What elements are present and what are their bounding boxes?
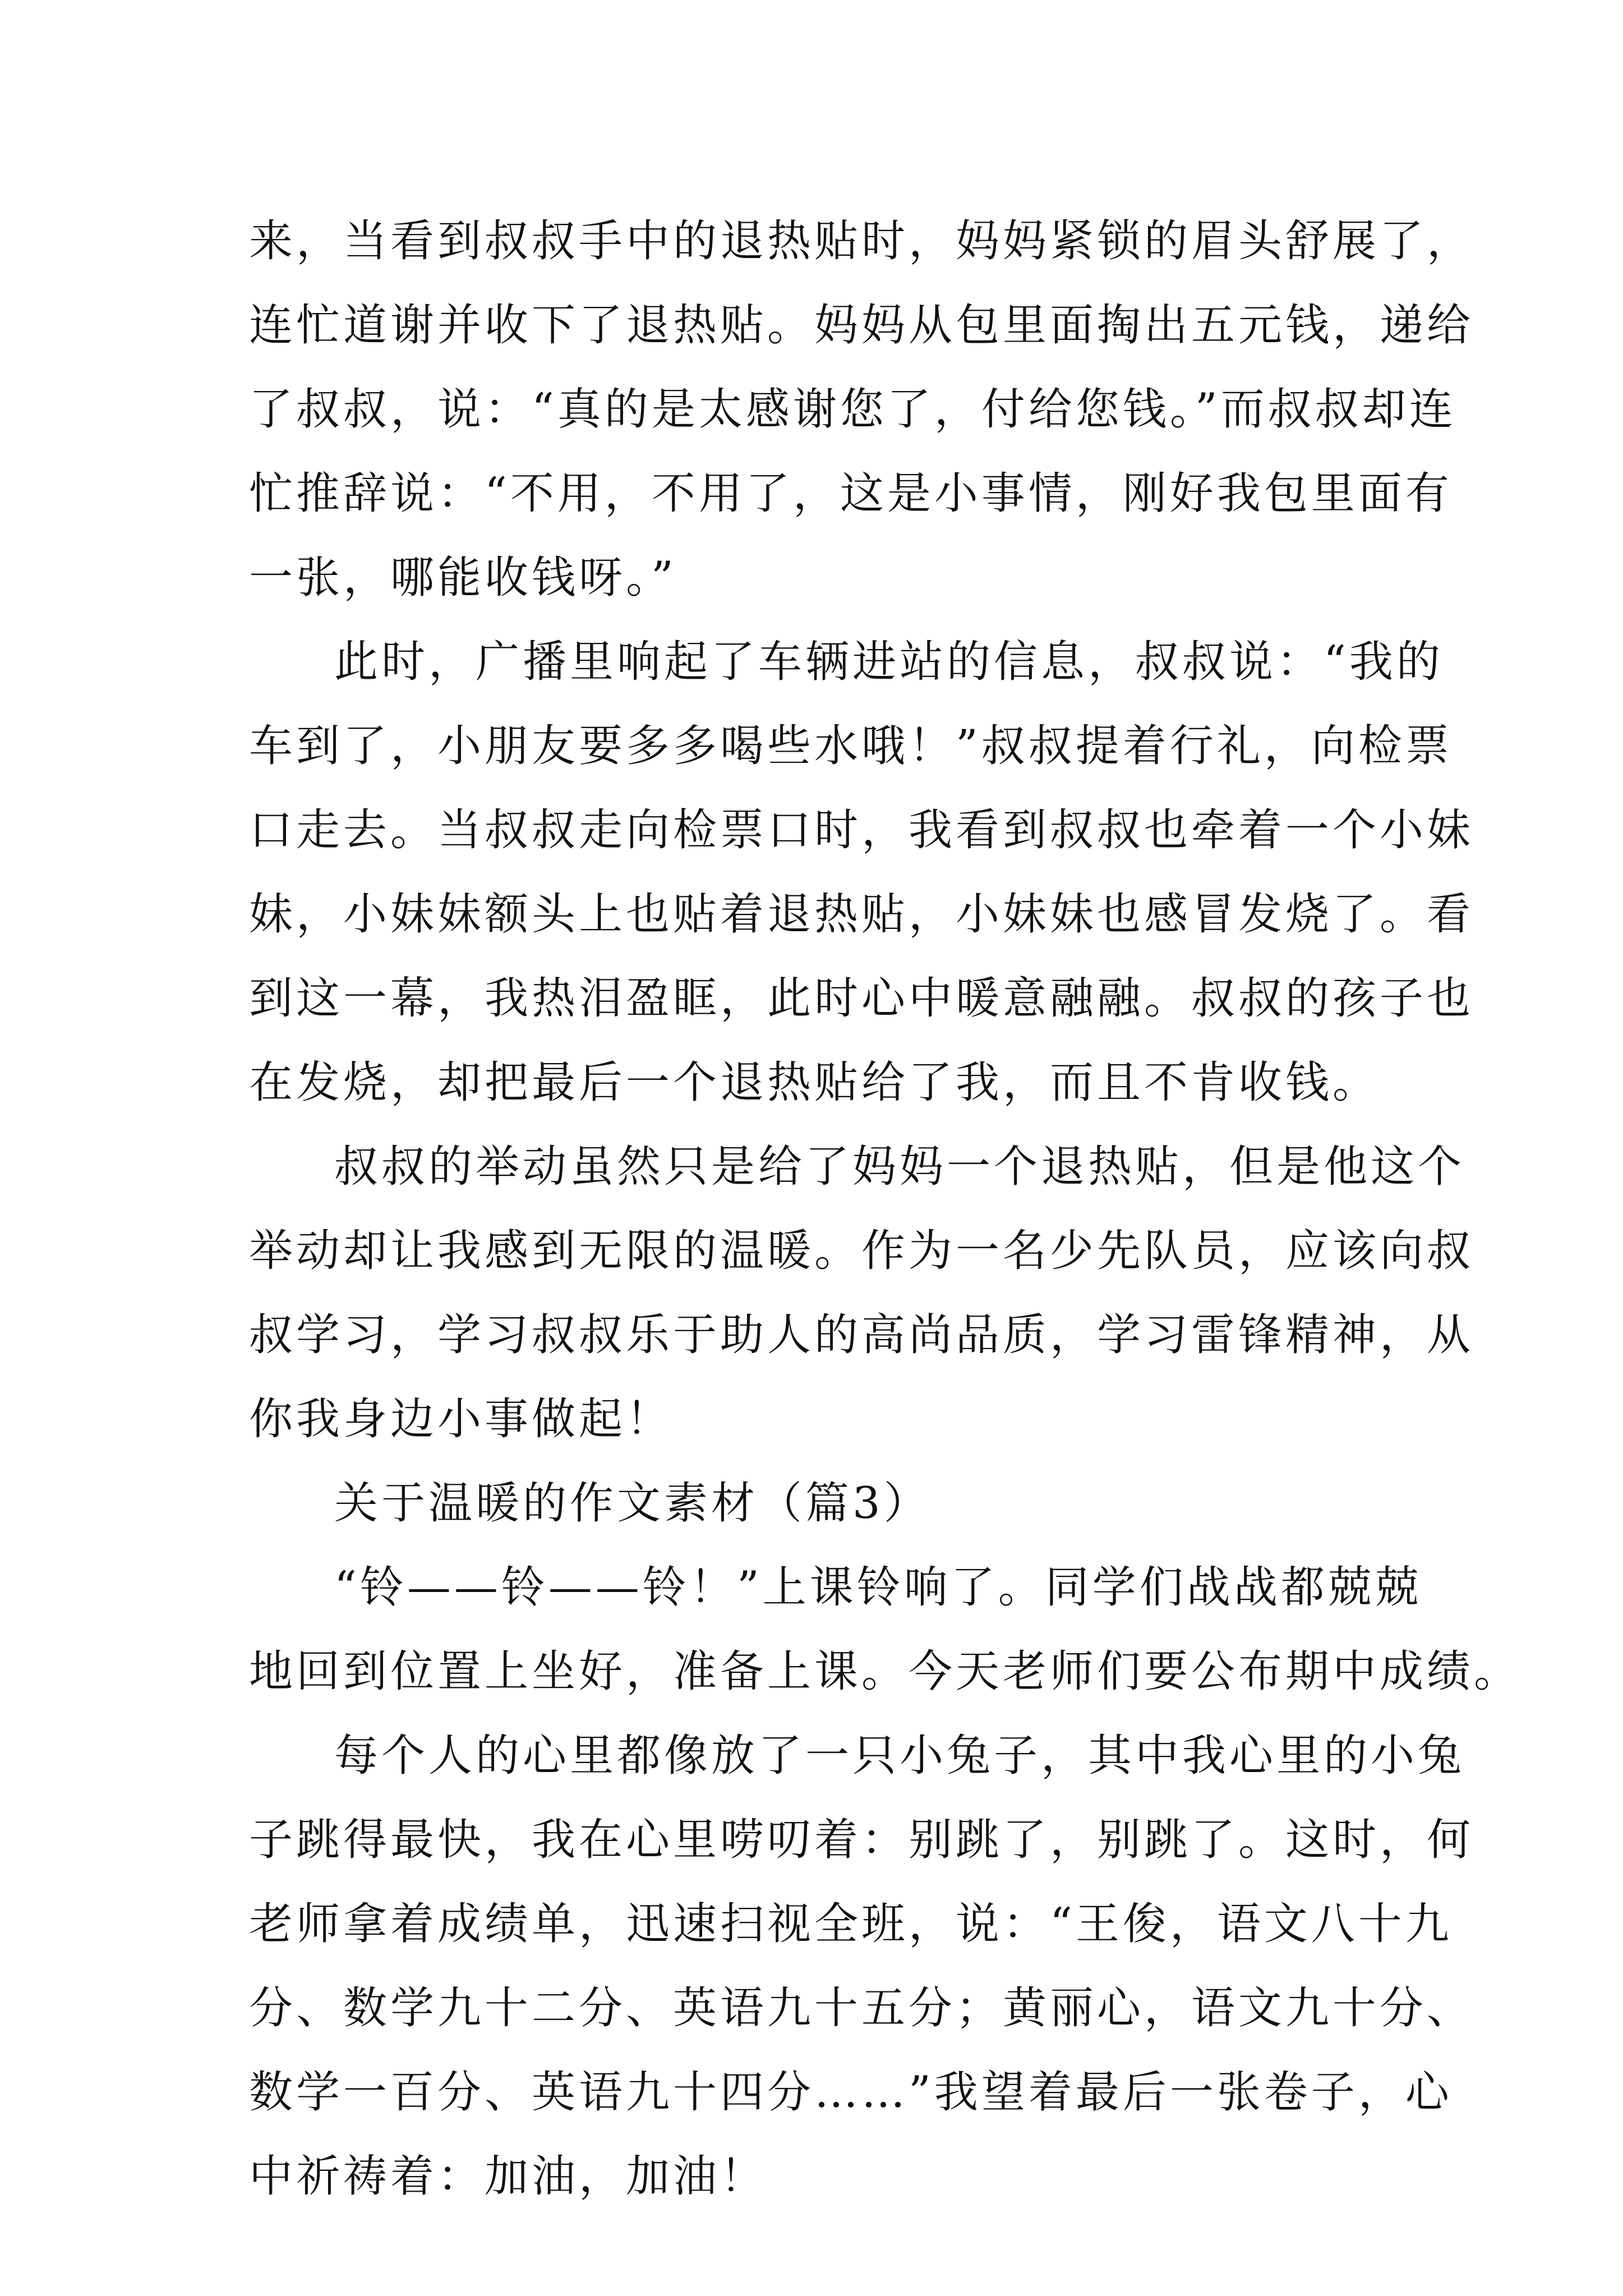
text-line: 车到了，小朋友要多多喝些水哦！”叔叔提着行礼，向检票 (249, 721, 1453, 771)
essay-text (249, 199, 1521, 2219)
text-line: 老师拿着成绩单，迅速扫视全班，说：“王俊，语文八十九 (249, 1899, 1453, 1949)
text-line: 叔学习，学习叔叔乐于助人的高尚品质，学习雷锋精神，从 (249, 1310, 1474, 1360)
text-line: 此时，广播里响起了车辆进站的信息，叔叔说：“我的 (334, 637, 1444, 687)
text-line: 口走去。当叔叔走向检票口时，我看到叔叔也牵着一个小妹 (249, 805, 1474, 855)
text-line: 你我身边小事做起！ (249, 1394, 674, 1444)
text-line: 忙推辞说：“不用，不用了，这是小事情，刚好我包里面有 (249, 468, 1453, 519)
text-line: 妹，小妹妹额头上也贴着退热贴，小妹妹也感冒发烧了。看 (249, 889, 1474, 940)
text-line: 了叔叔，说：“真的是太感谢您了，付给您钱。”而叔叔却连 (249, 384, 1456, 435)
text-line: 在发烧，却把最后一个退热贴给了我，而且不肯收钱。 (249, 1057, 1380, 1108)
text-line: 一张，哪能收钱呀。” (249, 553, 677, 603)
text-line: 叔叔的举动虽然只是给了妈妈一个退热贴，但是他这个 (334, 1142, 1465, 1192)
text-line: 来，当看到叔叔手中的退热贴时，妈妈紧锁的眉头舒展了， (249, 216, 1474, 266)
text-line: 中祈祷着：加油，加油！ (249, 2151, 768, 2202)
text-line: 到这一幕，我热泪盈眶，此时心中暖意融融。叔叔的孩子也 (249, 973, 1474, 1024)
text-line: 连忙道谢并收下了退热贴。妈妈从包里面掏出五元钱，递给 (249, 300, 1474, 351)
text-line: 举动却让我感到无限的温暖。作为一名少先队员，应该向叔 (249, 1226, 1474, 1276)
text-line: 关于温暖的作文素材（篇3） (334, 1478, 931, 1529)
text-line: 每个人的心里都像放了一只小兔子，其中我心里的小兔 (334, 1731, 1465, 1781)
text-line: 数学一百分、英语九十四分……”我望着最后一张卷子，心 (249, 2067, 1453, 2118)
text-line: “铃——铃——铃！”上课铃响了。同学们战战都兢兢 (334, 1562, 1422, 1613)
text-line: 地回到位置上坐好，准备上课。今天老师们要公布期中成绩。 (249, 1646, 1521, 1697)
text-line: 分、数学九十二分、英语九十五分；黄丽心，语文九十分、 (249, 1983, 1474, 2033)
text-line: 子跳得最快，我在心里唠叨着：别跳了，别跳了。这时，何 (249, 1815, 1474, 1865)
